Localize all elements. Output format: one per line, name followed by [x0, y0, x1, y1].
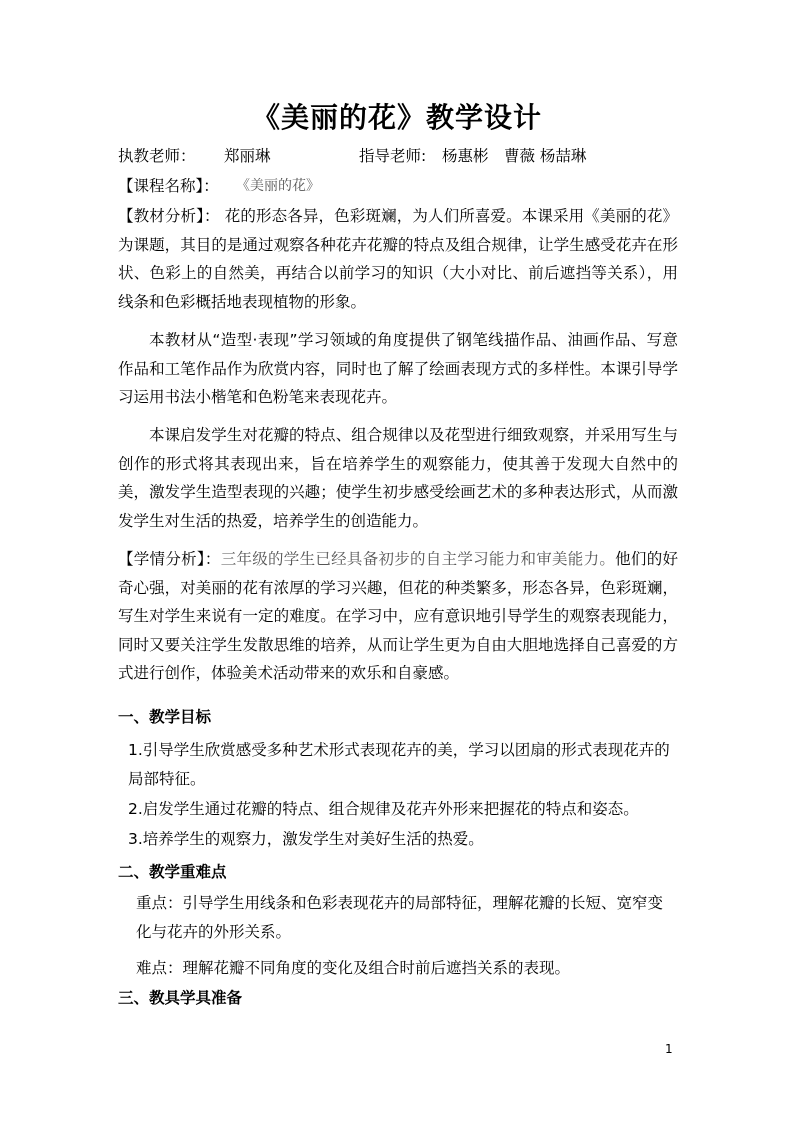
- learner-text: 他们的好奇心强，对美丽的花有浓厚的学习兴趣，但花的种类繁多，形态各异，色彩斑斓，写生对学生来说有一定的难度。在学习中，应有意识地引导学生的观察表现能力，同时又要关注学生发散思维的培养，从而让学生更为自由大胆地选择自己喜爱的方式进行创作，体验美术活动带来的欢乐和自豪感。: [118, 550, 678, 683]
- section-materials-heading: 三、教具学具准备: [118, 989, 243, 1007]
- material-analysis-p3: 本课启发学生对花瓣的特点、组合规律以及花型进行细致观察，并采用写生与创作的形式将其表现出来，旨在培养学生的观察能力，使其善于发现大自然中的美，激发学生造型表现的兴趣；使学生初步感受绘画艺术的多种表达形式，从而激发学生对生活的热爱，培养学生的创造能力。: [118, 426, 678, 530]
- mentor-names: 杨惠彬 曹薇 杨喆琳: [442, 147, 587, 165]
- teacher-name: 郑丽琳: [224, 147, 271, 165]
- material-analysis-p2: 本教材从“造型·表现”学习领域的角度提供了钢笔线描作品、油画作品、写意作品和工笔作品作为欣赏内容，同时也了解了绘画表现方式的多样性。本课引导学习运用书法小楷笔和色粉笔来表现花卉。: [118, 331, 678, 407]
- material-label: 【教材分析】：: [118, 207, 220, 225]
- learner-text-gray: 三年级的学生已经具备初步的自主学习能力和审美能力。: [220, 550, 616, 568]
- section-objectives-heading: 一、教学目标: [118, 708, 212, 726]
- course-name: 《美丽的花》: [236, 178, 320, 194]
- material-text-1: 花的形态各异，色彩斑斓，为人们所喜爱。本课采用《美丽的花》为课题，其目的是通过观察各种花卉花瓣的特点及组合规律，让学生感受花卉在形状、色彩上的自然美，再结合以前学习的知识（大小对比、前后遮挡等关系），用线条和色彩概括地表现植物的形象。: [118, 207, 678, 311]
- material-analysis-p1: [118, 202, 678, 316]
- page-number: 1: [665, 1042, 673, 1056]
- mentor-label: 指导老师:: [359, 147, 427, 165]
- objective-item: 2.启发学生通过花瓣的特点、组合规律及花卉外形来把握花的特点和姿态。: [128, 800, 639, 818]
- teacher-label: 执教老师：: [118, 147, 196, 165]
- key-point-text: 重点：引导学生用线条和色彩表现花卉的局部特征，理解花瓣的长短、宽窄变化与花卉的外形关系。: [136, 894, 664, 941]
- objective-item: 3.培养学生的观察力，激发学生对美好生活的热爱。: [128, 830, 484, 848]
- difficult-point: 难点：理解花瓣不同角度的变化及组合时前后遮挡关系的表现。: [136, 959, 571, 977]
- learner-label: 【学情分析】：: [118, 550, 221, 568]
- objective-item: 1.引导学生欣赏感受多种艺术形式表现花卉的美，学习以团扇的形式表现花卉的局部特征。: [128, 741, 670, 788]
- course-label: 【课程名称】：: [118, 177, 219, 195]
- section-keypoints-heading: 二、教学重难点: [118, 863, 227, 881]
- learner-analysis: [118, 545, 678, 688]
- document-title: 《美丽的花》教学设计: [251, 101, 542, 134]
- key-point: [136, 889, 666, 947]
